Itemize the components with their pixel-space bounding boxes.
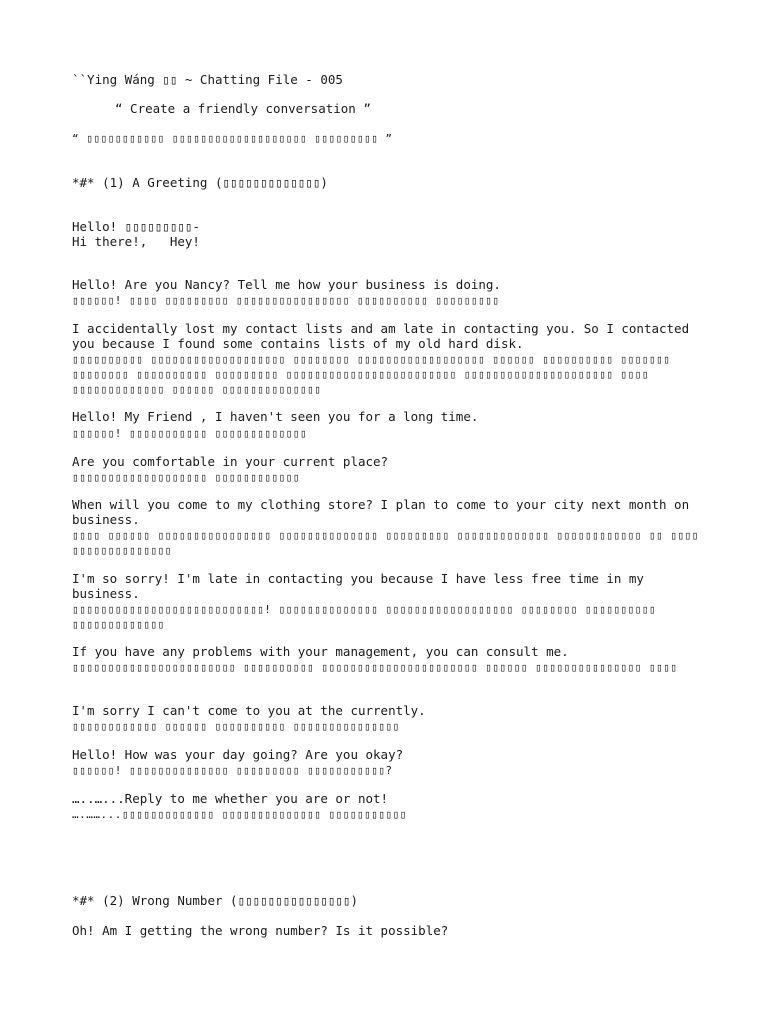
- entry-native: ▯▯▯▯▯▯! ▯▯▯▯ ▯▯▯▯▯▯▯▯▯ ▯▯▯▯▯▯▯▯▯▯▯▯▯▯▯▯ ▯▯▯▯▯▯▯▯▯▯ ▯▯▯▯▯▯▯▯▯: [72, 294, 500, 307]
- section-2-heading: *#* (2) Wrong Number (▯▯▯▯▯▯▯▯▯▯▯▯▯▯▯): [72, 893, 358, 908]
- entry-native: ▯▯▯▯▯▯▯▯▯▯▯▯▯▯▯▯▯▯▯▯▯▯▯▯▯▯▯! ▯▯▯▯▯▯▯▯▯▯▯▯▯▯ ▯▯▯▯▯▯▯▯▯▯▯▯▯▯▯▯▯▯ ▯▯▯▯▯▯▯▯ ▯▯▯▯▯▯▯▯▯▯ ▯▯▯▯▯▯▯▯▯▯▯▯▯: [72, 603, 664, 631]
- entry-native: ▯▯▯▯▯▯! ▯▯▯▯▯▯▯▯▯▯▯ ▯▯▯▯▯▯▯▯▯▯▯▯▯: [72, 427, 308, 440]
- section-2-first-line: Oh! Am I getting the wrong number? Is it possible?: [72, 923, 449, 938]
- entry-english: I'm so sorry! I'm late in contacting you because I have less free time in my business.: [72, 571, 652, 601]
- entry-native: ▯▯▯▯▯▯▯▯▯▯ ▯▯▯▯▯▯▯▯▯▯▯▯▯▯▯▯▯▯▯ ▯▯▯▯▯▯▯▯ ▯▯▯▯▯▯▯▯▯▯▯▯▯▯▯▯▯▯ ▯▯▯▯▯▯ ▯▯▯▯▯▯▯▯▯▯ ▯▯▯▯▯▯▯ ▯▯▯▯▯▯▯▯ ▯▯▯▯▯▯▯▯▯▯ ▯▯▯▯▯▯▯▯▯ ▯▯▯▯▯▯▯▯▯▯▯▯▯▯▯▯▯▯▯▯▯▯▯▯ ▯▯▯▯▯▯▯▯▯▯▯▯▯▯▯▯▯▯▯▯▯ ▯▯▯▯ ▯▯▯▯▯▯▯▯▯▯▯▯▯ ▯▯▯▯▯▯ ▯▯▯▯▯▯▯▯▯▯▯▯▯▯: [72, 353, 678, 396]
- entry-english: …..…...Reply to me whether you are or not!: [72, 791, 389, 806]
- entry-native: ▯▯▯▯▯▯▯▯▯▯▯▯ ▯▯▯▯▯▯ ▯▯▯▯▯▯▯▯▯▯ ▯▯▯▯▯▯▯▯▯▯▯▯▯▯▯: [72, 720, 400, 733]
- entry-native: ▯▯▯▯▯▯! ▯▯▯▯▯▯▯▯▯▯▯▯▯▯ ▯▯▯▯▯▯▯▯▯ ▯▯▯▯▯▯▯▯▯▯▯?: [72, 764, 393, 777]
- entry-english: Are you comfortable in your current place?: [72, 454, 389, 469]
- entry-english: If you have any problems with your management, you can consult me.: [72, 644, 569, 659]
- section-1-heading: *#* (1) A Greeting (▯▯▯▯▯▯▯▯▯▯▯▯▯): [72, 175, 328, 190]
- entry-english: Hello! My Friend , I haven't seen you for a long time.: [72, 409, 479, 424]
- entry-english: I accidentally lost my contact lists and am late in contacting you. So I contacted you because I found some contains lists of my old hard disk.: [72, 321, 697, 351]
- entry-english: When will you come to my clothing store? I plan to come to your city next month on business.: [72, 497, 697, 527]
- entry-english: Hello! How was your day going? Are you okay?: [72, 747, 404, 762]
- greeting-line-2: Hi there!, Hey!: [72, 234, 200, 249]
- document-title: ``Ying Wáng ▯▯ ~ Chatting File - 005: [72, 72, 343, 87]
- greeting-line-1: Hello! ▯▯▯▯▯▯▯▯▯-: [72, 219, 200, 234]
- entry-native: ▯▯▯▯▯▯▯▯▯▯▯▯▯▯▯▯▯▯▯▯▯▯▯ ▯▯▯▯▯▯▯▯▯▯ ▯▯▯▯▯▯▯▯▯▯▯▯▯▯▯▯▯▯▯▯▯▯ ▯▯▯▯▯▯ ▯▯▯▯▯▯▯▯▯▯▯▯▯▯▯ ▯▯▯▯: [72, 661, 678, 674]
- document-subtitle: “ Create a friendly conversation ”: [115, 101, 371, 116]
- entry-english: I'm sorry I can't come to you at the currently.: [72, 703, 426, 718]
- document-quote: “ ▯▯▯▯▯▯▯▯▯▯▯ ▯▯▯▯▯▯▯▯▯▯▯▯▯▯▯▯▯▯▯ ▯▯▯▯▯▯▯▯▯ ”: [72, 132, 393, 145]
- entry-native: ….……...▯▯▯▯▯▯▯▯▯▯▯▯▯ ▯▯▯▯▯▯▯▯▯▯▯▯▯▯ ▯▯▯▯▯▯▯▯▯▯▯: [72, 808, 407, 821]
- entry-english: Hello! Are you Nancy? Tell me how your business is doing.: [72, 277, 501, 292]
- entry-native: ▯▯▯▯▯▯▯▯▯▯▯▯▯▯▯▯▯▯▯ ▯▯▯▯▯▯▯▯▯▯▯▯: [72, 471, 300, 484]
- entry-native: ▯▯▯▯ ▯▯▯▯▯▯ ▯▯▯▯▯▯▯▯▯▯▯▯▯▯▯▯ ▯▯▯▯▯▯▯▯▯▯▯▯▯▯ ▯▯▯▯▯▯▯▯▯ ▯▯▯▯▯▯▯▯▯▯▯▯▯ ▯▯▯▯▯▯▯▯▯▯▯▯ ▯▯ ▯▯▯▯ ▯▯▯▯▯▯▯▯▯▯▯▯▯▯: [72, 529, 706, 557]
